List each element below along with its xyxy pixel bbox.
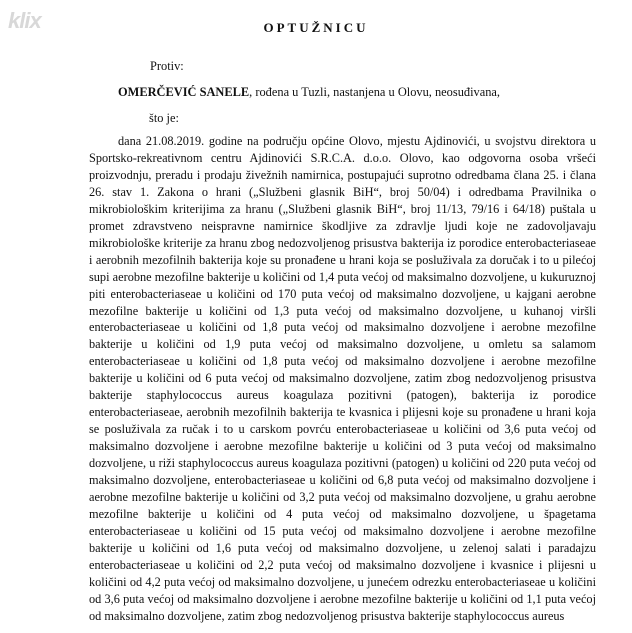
- accused-line: [118, 85, 500, 100]
- against-label: Protiv:: [150, 59, 184, 73]
- indictment-body: dana 21.08.2019. godine na području općine Olovo, mjestu Ajdinovići, u svojstvu direktora u Sportsko-rekreativnom centru Ajdinovići S.R.C.A. d.o.o. Olovo, kao odgovorna osoba vršeći proizvodnju, preradu i prodaju živežnih namirnica, postupajući suprotno odredbama člana 25. i člana 26. stav 1. Zakona o hrani („Službeni glasnik BiH“, broj 50/04) i odredbama Pravilnika o mikrobiološkim kriterijima za hranu („Službeni glasnik BiH“, broj 11/13, 79/16 i 64/18) puštala u promet zdravstveno neispravne namirnice škodljive za zdravlje ljudi koje ne zadovoljavaju mikrobiološke kriterije za hranu zbog nedozvoljenog prisustva bakterija iz porodice enterobacteriaseae i aerobnih mezofilnih bakterija koje su pronađene u hrani koja se posluživala za doručak i to u pilećoj supi aerobne mezofilne bakterije u količini od 1,4 puta većoj od maksimalno dozvoljene, u kukuruznoj piti enterobacteriaseae u količini od 170 puta većoj od maksimalno dozvoljene, u kajgani aerobne mezofilne bakterije u količini od 1,3 puta većoj od maksimalno dozvoljene, u kuhanoj viršli enterobacteriaseae u količini od 1,8 puta većoj od maksimalno dozvoljene i aerobne mezofilne bakterije u količini od 1,9 puta većoj od maksimalno dozvoljene, u omletu sa salamom enterobacteriaseae u količini od 1,8 puta većoj od maksimalno dozvoljene i aerobne mezofilne bakterije u količini od 6 puta većoj od maksimalno dozvoljene, zatim zbog nedozvoljenog prisustva bakterije staphylococcus aureus koagulaza pozitivni (patogen), bakterija iz porodice enterobacteriaseae, aerobnih mezofilnih bakterija te kvasnica i plijesni koje su pronađene u hrani koja se posluživala za ručak i to u carskom povrću enterobacteriaseae u količini od 3,6 puta većoj od maksimalno dozvoljene i aerobne mezofilne bakterije u količini od 3 puta većoj od maksimalno dozvoljene, u riži staphylococcus aureus koagulaza pozitivni (patogen) u količini od 220 puta većoj od maksimalno dozvoljene, enterobacteriaseae u količini od 6,8 puta većoj od maksimalno dozvoljene i aerobne mezofilne bakterije u količini od 3,2 puta većoj od maksimalno dozvoljene, u grahu aerobne mezofilne bakterije u količini od 4 puta većoj od maksimalno dozvoljene, u špagetama enterobacteriaseae u količini od 15 puta većoj od maksimalno dozvoljene i aerobne mezofilne bakterije u količini od 1,6 puta većoj od maksimalno dozvoljene, u zelenoj salati i paradajzu enterobacteriaseae u količini od 2,2 puta većoj od maksimalno dozvoljene i kvasnice i plijesni u količini od 4,2 puta većoj od maksimalno dozvoljene, u junećem odrezku enterobacteriaseae u količini od 3,6 puta većoj od maksimalno dozvoljene i aerobne mezofilne bakterije u količini od 1,1 puta većoj od maksimalno dozvoljene, zatim zbog nedozvoljenog prisustva bakterije staphylococcus aureus: [89, 134, 596, 623]
- watermark-logo: klix: [8, 8, 41, 33]
- accused-name: OMERČEVIĆ SANELE: [118, 85, 250, 99]
- that-label: što je:: [149, 111, 179, 125]
- accused-details: , rođena u Tuzli, nastanjena u Olovu, neosuđivana,: [249, 85, 501, 99]
- document-title: OPTUŽNICU: [263, 20, 369, 35]
